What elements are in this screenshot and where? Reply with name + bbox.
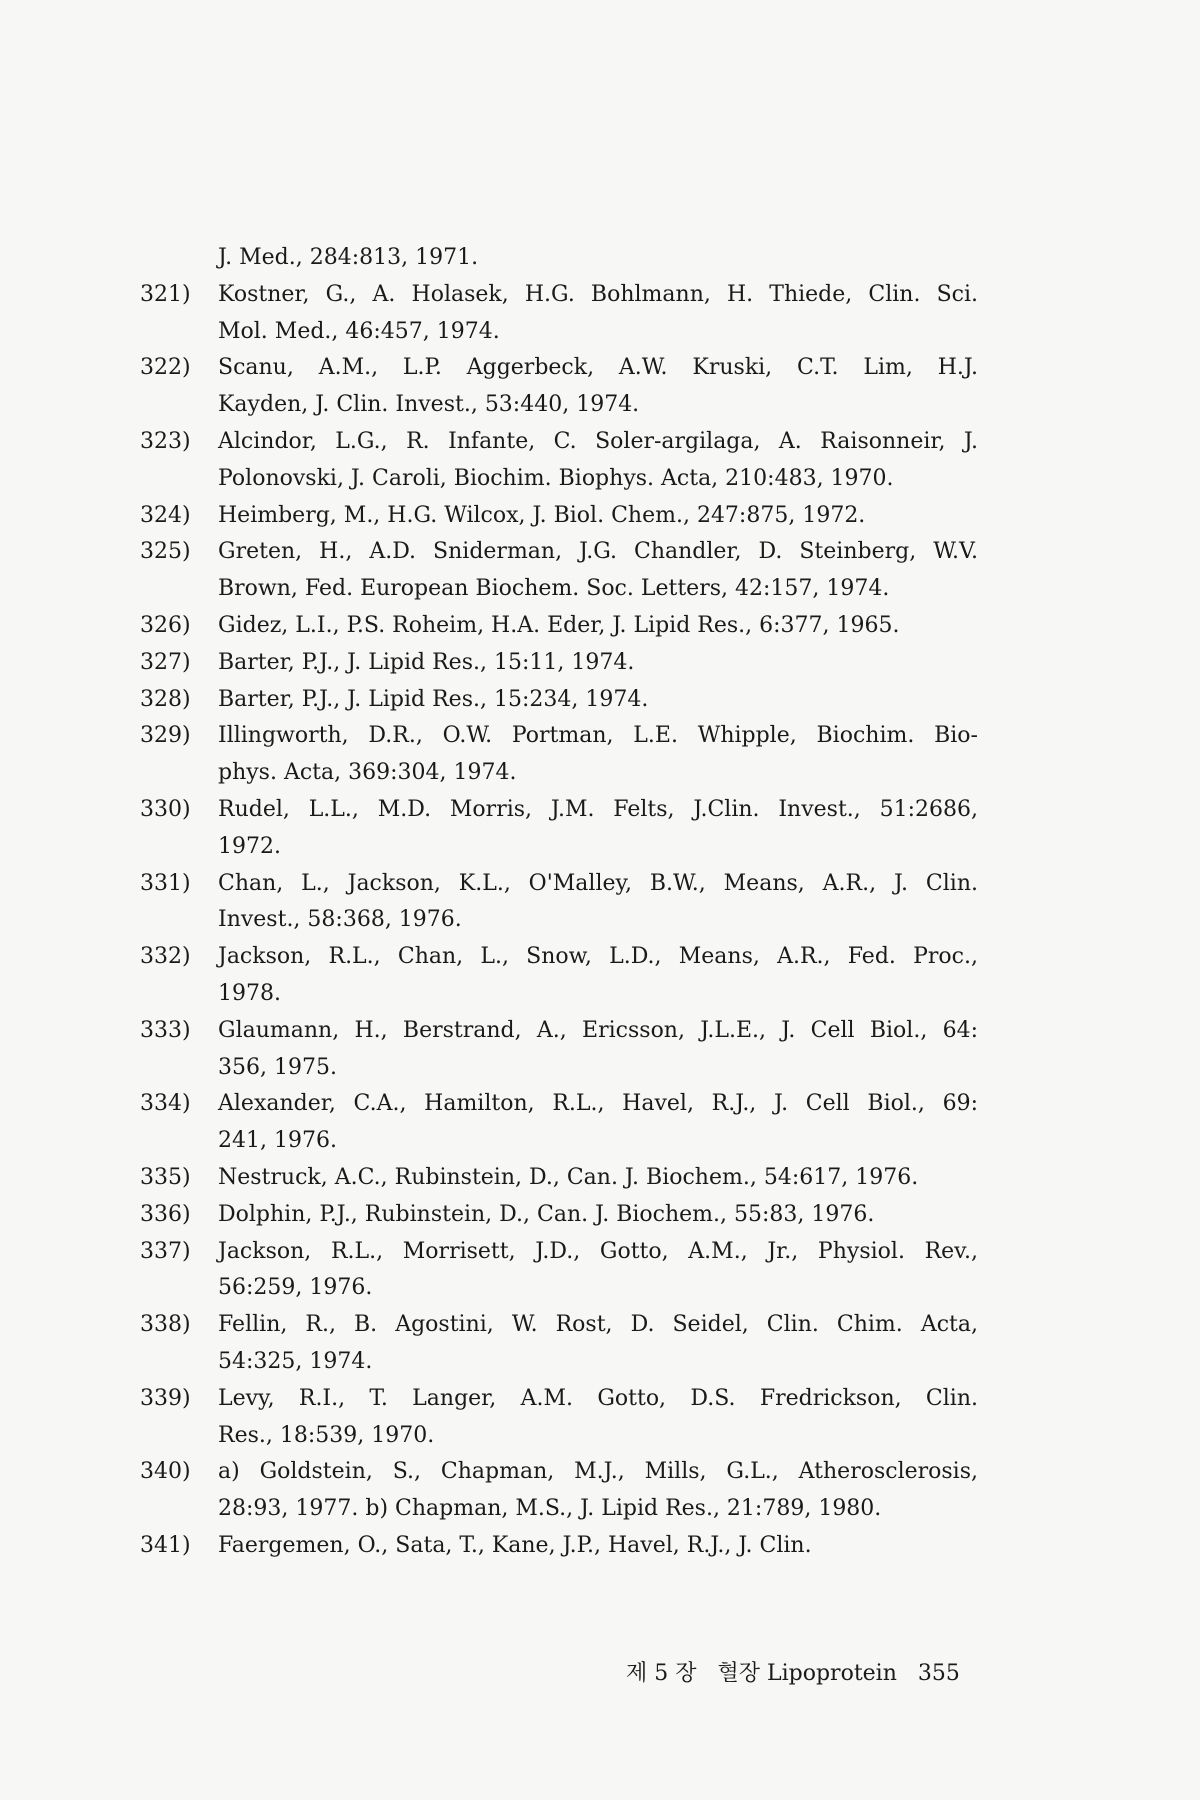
reference-text: Fellin, R., B. Agostini, W. Rost, D. Seidel, Clin. Chim. Acta,: [218, 1312, 978, 1338]
reference-line: [140, 498, 978, 535]
reference-item: [140, 1454, 978, 1528]
reference-line: [140, 424, 978, 461]
reference-text: Scanu, A.M., L.P. Aggerbeck, A.W. Kruski, C.T. Lim, H.J.: [218, 355, 978, 381]
reference-number: 336): [140, 1201, 191, 1227]
reference-number: 323): [140, 428, 191, 454]
reference-number: 340): [140, 1459, 191, 1485]
reference-line: [218, 387, 978, 424]
reference-text: 356, 1975.: [218, 1054, 337, 1080]
reference-line: [140, 1160, 978, 1197]
reference-item: [140, 1086, 978, 1160]
reference-item: [140, 792, 978, 866]
reference-item: [140, 277, 978, 351]
reference-line: [218, 1344, 978, 1381]
reference-text: 1972.: [218, 833, 281, 859]
reference-text: Barter, P.J., J. Lipid Res., 15:234, 1974.: [218, 686, 649, 712]
reference-item: [140, 718, 978, 792]
reference-line: [140, 1381, 978, 1418]
reference-text: Alexander, C.A., Hamilton, R.L., Havel, R.J., J. Cell Biol., 69:: [218, 1091, 978, 1117]
reference-line: [140, 792, 978, 829]
reference-text: Dolphin, P.J., Rubinstein, D., Can. J. Biochem., 55:83, 1976.: [218, 1201, 875, 1227]
reference-line: [218, 976, 978, 1013]
reference-item: [140, 1197, 978, 1234]
reference-number: 324): [140, 502, 191, 528]
reference-line: [218, 902, 978, 939]
reference-line: [140, 350, 978, 387]
reference-item: [140, 1234, 978, 1308]
reference-number: 327): [140, 649, 191, 675]
reference-text: Kostner, G., A. Holasek, H.G. Bohlmann, H. Thiede, Clin. Sci.: [218, 281, 978, 307]
reference-line: [140, 534, 978, 571]
reference-line: [140, 1013, 978, 1050]
reference-item: [140, 645, 978, 682]
reference-line: [218, 461, 978, 498]
reference-line: [140, 682, 978, 719]
reference-number: 335): [140, 1164, 191, 1190]
reference-number: 328): [140, 686, 191, 712]
reference-item: [140, 534, 978, 608]
reference-line: [140, 608, 978, 645]
reference-text: Rudel, L.L., M.D. Morris, J.M. Felts, J.Clin. Invest., 51:2686,: [218, 796, 978, 822]
reference-line: [140, 1086, 978, 1123]
reference-line: [218, 240, 978, 277]
footer-section: 혈장 Lipoprotein: [717, 1661, 897, 1686]
reference-text: Alcindor, L.G., R. Infante, C. Soler-argilaga, A. Raisonneir, J.: [218, 428, 978, 454]
reference-item: [140, 866, 978, 940]
reference-text: Barter, P.J., J. Lipid Res., 15:11, 1974.: [218, 649, 635, 675]
reference-number: 341): [140, 1532, 191, 1558]
reference-line: [218, 1123, 978, 1160]
reference-number: 325): [140, 539, 191, 565]
reference-text: Heimberg, M., H.G. Wilcox, J. Biol. Chem., 247:875, 1972.: [218, 502, 866, 528]
reference-text: Greten, H., A.D. Sniderman, J.G. Chandler, D. Steinberg, W.V.: [218, 539, 978, 565]
reference-item: [140, 939, 978, 1013]
reference-text: 1978.: [218, 980, 281, 1006]
page-number: 355: [917, 1661, 960, 1686]
reference-number: 338): [140, 1312, 191, 1338]
reference-text: 241, 1976.: [218, 1128, 337, 1154]
reference-number: 321): [140, 281, 191, 307]
reference-item: [140, 1013, 978, 1087]
reference-number: 332): [140, 944, 191, 970]
reference-item: [140, 608, 978, 645]
reference-text: Kayden, J. Clin. Invest., 53:440, 1974.: [218, 392, 640, 418]
reference-line: [218, 1418, 978, 1455]
reference-text: Brown, Fed. European Biochem. Soc. Letters, 42:157, 1974.: [218, 576, 890, 602]
reference-number: 334): [140, 1091, 191, 1117]
page-footer: [626, 1656, 974, 1687]
reference-text: Gidez, L.I., P.S. Roheim, H.A. Eder, J. Lipid Res., 6:377, 1965.: [218, 612, 900, 638]
reference-text: Mol. Med., 46:457, 1974.: [218, 318, 500, 344]
reference-list: [140, 240, 978, 1565]
reference-number: 339): [140, 1385, 191, 1411]
reference-line: [218, 1050, 978, 1087]
reference-item: [140, 498, 978, 535]
footer-chapter: 제 5 장: [626, 1661, 697, 1686]
reference-text: 54:325, 1974.: [218, 1348, 373, 1374]
reference-line: [218, 1270, 978, 1307]
reference-line: [218, 571, 978, 608]
reference-line: [140, 1197, 978, 1234]
reference-item: [140, 424, 978, 498]
reference-item: [218, 240, 978, 277]
reference-line: [140, 277, 978, 314]
reference-number: 322): [140, 355, 191, 381]
reference-item: [140, 682, 978, 719]
reference-line: [218, 755, 978, 792]
reference-text: Jackson, R.L., Morrisett, J.D., Gotto, A.M., Jr., Physiol. Rev.,: [218, 1238, 978, 1264]
reference-line: [140, 939, 978, 976]
reference-text: 28:93, 1977. b) Chapman, M.S., J. Lipid Res., 21:789, 1980.: [218, 1496, 882, 1522]
reference-line: [140, 1528, 978, 1565]
reference-item: [140, 1528, 978, 1565]
reference-text: Glaumann, H., Berstrand, A., Ericsson, J.L.E., J. Cell Biol., 64:: [218, 1017, 978, 1043]
reference-line: [218, 1491, 978, 1528]
reference-line: [218, 314, 978, 351]
reference-line: [218, 829, 978, 866]
reference-text: Jackson, R.L., Chan, L., Snow, L.D., Means, A.R., Fed. Proc.,: [218, 944, 978, 970]
reference-line: [140, 866, 978, 903]
reference-line: [140, 1307, 978, 1344]
reference-item: [140, 1307, 978, 1381]
reference-text: Chan, L., Jackson, K.L., O'Malley, B.W., Means, A.R., J. Clin.: [218, 870, 978, 896]
reference-text: Res., 18:539, 1970.: [218, 1422, 435, 1448]
reference-text: a) Goldstein, S., Chapman, M.J., Mills, G.L., Atherosclerosis,: [218, 1459, 978, 1485]
reference-text: Nestruck, A.C., Rubinstein, D., Can. J. Biochem., 54:617, 1976.: [218, 1164, 919, 1190]
reference-number: 329): [140, 723, 191, 749]
reference-text: J. Med., 284:813, 1971.: [218, 245, 479, 270]
reference-line: [140, 1234, 978, 1271]
reference-item: [140, 1381, 978, 1455]
reference-text: phys. Acta, 369:304, 1974.: [218, 760, 517, 786]
reference-number: 331): [140, 870, 191, 896]
reference-text: Polonovski, J. Caroli, Biochim. Biophys. Acta, 210:483, 1970.: [218, 465, 894, 491]
reference-number: 333): [140, 1017, 191, 1043]
reference-item: [140, 1160, 978, 1197]
reference-line: [140, 645, 978, 682]
reference-text: Levy, R.I., T. Langer, A.M. Gotto, D.S. Fredrickson, Clin.: [218, 1385, 978, 1411]
reference-number: 326): [140, 612, 191, 638]
reference-line: [140, 718, 978, 755]
reference-text: Invest., 58:368, 1976.: [218, 907, 462, 933]
reference-number: 337): [140, 1238, 191, 1264]
reference-text: Illingworth, D.R., O.W. Portman, L.E. Whipple, Biochim. Bio-: [218, 723, 978, 749]
reference-line: [140, 1454, 978, 1491]
reference-text: 56:259, 1976.: [218, 1275, 373, 1301]
reference-item: [140, 350, 978, 424]
reference-text: Faergemen, O., Sata, T., Kane, J.P., Havel, R.J., J. Clin.: [218, 1532, 812, 1558]
reference-number: 330): [140, 796, 191, 822]
